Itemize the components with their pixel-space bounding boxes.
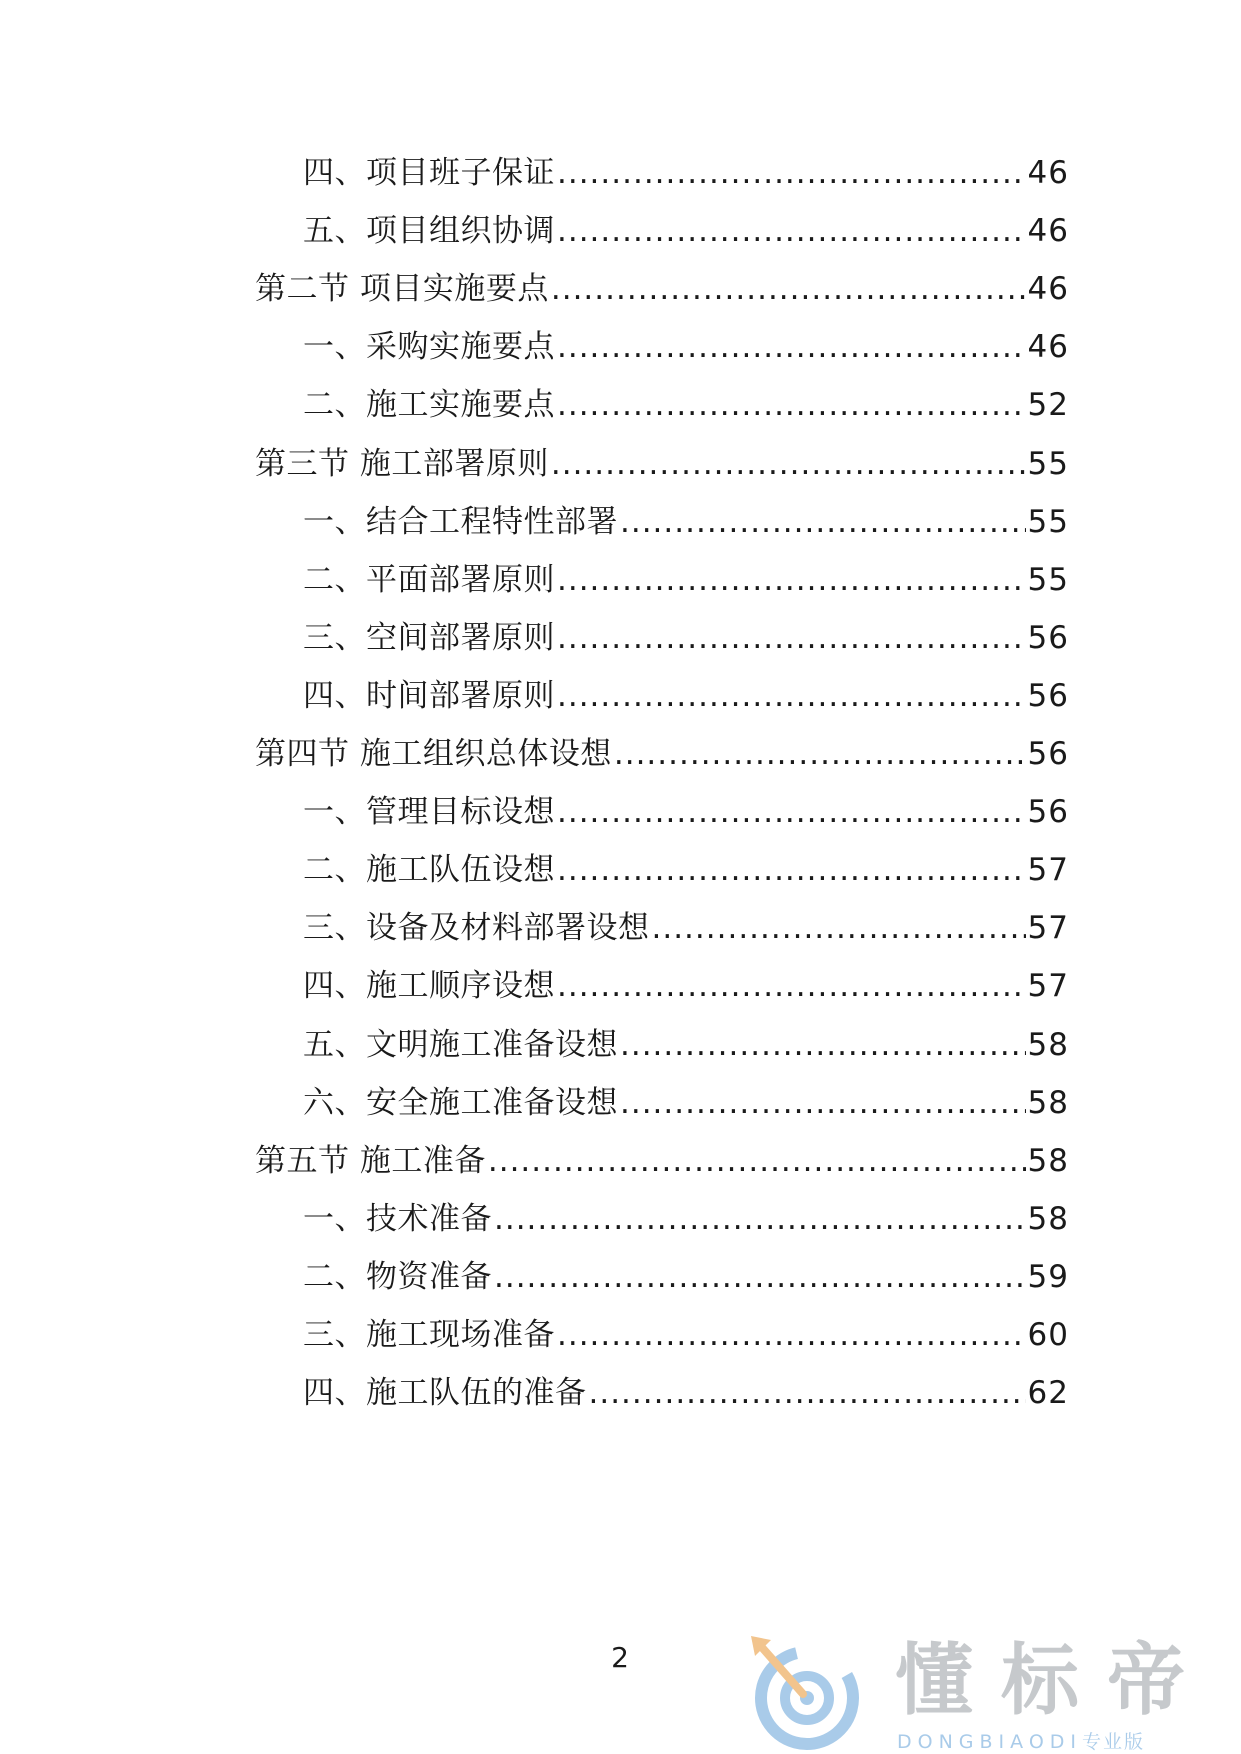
toc-subsection-entry bbox=[303, 560, 1069, 600]
toc-entry-title: 第五节 施工准备 bbox=[255, 1142, 486, 1179]
toc-dot-leader bbox=[620, 1025, 1026, 1065]
toc-subsection-entry bbox=[303, 327, 1069, 367]
toc-entry-title: 五、文明施工准备设想 bbox=[303, 1026, 618, 1063]
toc-entry-page-number: 46 bbox=[1027, 155, 1069, 191]
toc-entry-title: 六、安全施工准备设想 bbox=[303, 1084, 618, 1121]
toc-subsection-entry bbox=[303, 908, 1069, 948]
toc-dot-leader bbox=[551, 444, 1026, 484]
toc-entry-title: 一、技术准备 bbox=[303, 1200, 492, 1237]
toc-entry-page-number: 55 bbox=[1027, 503, 1069, 540]
toc-subsection-entry bbox=[303, 1315, 1069, 1355]
toc-entry-page-number: 56 bbox=[1027, 794, 1069, 831]
toc-entry-page-number: 62 bbox=[1027, 1375, 1069, 1412]
toc-subsection-entry bbox=[303, 966, 1069, 1006]
toc-dot-leader bbox=[557, 153, 1026, 193]
toc-entry-page-number: 58 bbox=[1027, 1026, 1069, 1063]
toc-entry-title: 第四节 施工组织总体设想 bbox=[255, 736, 612, 772]
toc-dot-leader bbox=[620, 1083, 1026, 1123]
toc-entry-page-number: 55 bbox=[1027, 445, 1069, 482]
watermark-brand-latin: DONGBIAODI bbox=[897, 1731, 1083, 1753]
toc-entry-title: 二、施工队伍设想 bbox=[303, 852, 555, 889]
toc-entry-title: 三、设备及材料部署设想 bbox=[303, 910, 650, 947]
toc-entry-page-number: 58 bbox=[1027, 1142, 1069, 1179]
toc-dot-leader bbox=[652, 908, 1026, 948]
toc-section-entry bbox=[255, 1141, 1069, 1181]
watermark-subtitle bbox=[897, 1730, 1145, 1754]
toc-dot-leader bbox=[494, 1199, 1026, 1239]
toc-entry-title: 四、施工顺序设想 bbox=[303, 968, 555, 1005]
toc-dot-leader bbox=[614, 734, 1026, 774]
toc-section-entry bbox=[255, 734, 1069, 774]
toc-dot-leader bbox=[557, 1315, 1026, 1355]
toc-entry-title: 一、结合工程特性部署 bbox=[303, 503, 618, 540]
toc-dot-leader bbox=[589, 1373, 1026, 1413]
toc-entry-title: 三、施工现场准备 bbox=[303, 1317, 555, 1353]
toc-subsection-entry bbox=[303, 1025, 1069, 1065]
toc-entry-title: 一、管理目标设想 bbox=[303, 794, 555, 831]
toc-entry-title: 二、施工实施要点 bbox=[303, 387, 555, 424]
toc-entry-title: 一、采购实施要点 bbox=[303, 329, 555, 366]
toc-subsection-entry bbox=[303, 385, 1069, 425]
toc-dot-leader bbox=[494, 1257, 1026, 1297]
toc-subsection-entry bbox=[303, 153, 1069, 193]
toc-entry-page-number: 46 bbox=[1027, 329, 1069, 366]
toc-entry-title: 二、物资准备 bbox=[303, 1258, 492, 1295]
toc-subsection-entry bbox=[303, 1199, 1069, 1239]
toc-entry-page-number: 60 bbox=[1027, 1317, 1069, 1353]
toc-dot-leader bbox=[557, 850, 1026, 890]
toc-dot-leader bbox=[557, 385, 1026, 425]
toc-dot-leader bbox=[557, 792, 1026, 832]
toc-entry-page-number: 58 bbox=[1027, 1200, 1069, 1237]
toc-entry-title: 四、时间部署原则 bbox=[303, 677, 555, 714]
watermark-edition: 专业版 bbox=[1082, 1731, 1146, 1753]
toc-subsection-entry bbox=[303, 1373, 1069, 1413]
toc-entry-page-number: 57 bbox=[1027, 910, 1069, 947]
toc-entry-page-number: 46 bbox=[1027, 271, 1069, 308]
toc-entry-title: 四、施工队伍的准备 bbox=[303, 1375, 587, 1412]
toc-dot-leader bbox=[557, 966, 1026, 1006]
page-number: 2 bbox=[611, 1641, 629, 1674]
toc-dot-leader bbox=[551, 269, 1026, 309]
toc-entry-page-number: 58 bbox=[1027, 1084, 1069, 1121]
toc-entry-title: 三、空间部署原则 bbox=[303, 619, 555, 656]
toc-entry-page-number: 57 bbox=[1027, 968, 1069, 1005]
toc-entry-page-number: 46 bbox=[1027, 213, 1069, 250]
toc-subsection-entry bbox=[303, 792, 1069, 832]
toc-subsection-entry bbox=[303, 1257, 1069, 1297]
toc-dot-leader bbox=[620, 502, 1026, 542]
watermark-brand-name: 懂标帝 bbox=[895, 1636, 1214, 1726]
toc-entry-title: 第二节 项目实施要点 bbox=[255, 271, 549, 308]
toc-dot-leader bbox=[557, 618, 1026, 658]
toc-entry-page-number: 52 bbox=[1027, 387, 1069, 424]
toc-subsection-entry bbox=[303, 618, 1069, 658]
toc-dot-leader bbox=[488, 1141, 1026, 1181]
toc-entry-page-number: 55 bbox=[1027, 561, 1069, 598]
watermark bbox=[745, 1632, 1225, 1754]
toc-dot-leader bbox=[557, 211, 1026, 251]
toc-subsection-entry bbox=[303, 211, 1069, 251]
toc-entry-page-number: 56 bbox=[1027, 736, 1069, 772]
toc-subsection-entry bbox=[303, 676, 1069, 716]
toc-entry-title: 二、平面部署原则 bbox=[303, 561, 555, 598]
toc-subsection-entry bbox=[303, 1083, 1069, 1123]
toc-entry-page-number: 57 bbox=[1027, 852, 1069, 889]
toc-subsection-entry bbox=[303, 502, 1069, 542]
toc-dot-leader bbox=[557, 560, 1026, 600]
toc-subsection-entry bbox=[303, 850, 1069, 890]
target-arrow-logo-icon bbox=[745, 1632, 867, 1754]
toc-dot-leader bbox=[557, 327, 1026, 367]
toc-entry-page-number: 56 bbox=[1027, 677, 1069, 714]
toc-entry-title: 第三节 施工部署原则 bbox=[255, 445, 549, 482]
toc-entry-page-number: 59 bbox=[1027, 1258, 1069, 1295]
toc-section-entry bbox=[255, 269, 1069, 309]
toc-section-entry bbox=[255, 444, 1069, 484]
toc-entry-title: 四、项目班子保证 bbox=[303, 155, 555, 191]
toc-entry-page-number: 56 bbox=[1027, 619, 1069, 656]
toc-entry-title: 五、项目组织协调 bbox=[303, 213, 555, 250]
toc-dot-leader bbox=[557, 676, 1026, 716]
